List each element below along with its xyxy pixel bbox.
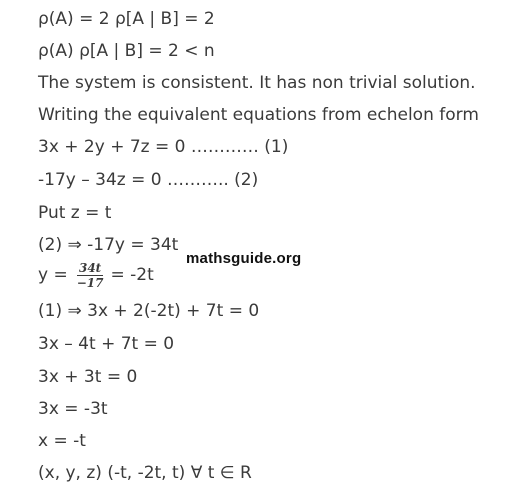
rank-equality-line: ρ(A) = 2 ρ[A | B] = 2 <box>38 9 215 29</box>
y-solution-line <box>38 260 154 290</box>
equation-1: 3x + 2y + 7z = 0 ………… (1) <box>38 137 289 157</box>
step-from-eq2: (2) ⇒ -17y = 34t <box>38 235 179 255</box>
substitution-line: Put z = t <box>38 203 112 223</box>
consistency-statement: The system is consistent. It has non trivial solution. <box>38 73 476 93</box>
equation-2: -17y – 34z = 0 ……….. (2) <box>38 170 259 190</box>
y-fraction-numerator: 34t <box>78 260 102 275</box>
y-fraction <box>77 262 104 289</box>
echelon-intro: Writing the equivalent equations from echelon form <box>38 105 479 125</box>
rank-comparison-line: ρ(A) ρ[A | B] = 2 < n <box>38 41 215 61</box>
simplify-step-2: 3x + 3t = 0 <box>38 367 138 387</box>
y-fraction-denominator: −17 <box>76 275 104 290</box>
y-solution-prefix: y = <box>38 265 68 285</box>
general-solution-line: (x, y, z) (-t, -2t, t) ∀ t ∈ R <box>38 463 252 483</box>
y-solution-suffix: = -2t <box>110 265 154 285</box>
simplify-step-1: 3x – 4t + 7t = 0 <box>38 334 175 354</box>
x-solution-line: x = -t <box>38 431 86 451</box>
step-from-eq1: (1) ⇒ 3x + 2(-2t) + 7t = 0 <box>38 301 260 321</box>
watermark-logo: mathsguide.org <box>186 250 302 267</box>
simplify-step-3: 3x = -3t <box>38 399 108 419</box>
